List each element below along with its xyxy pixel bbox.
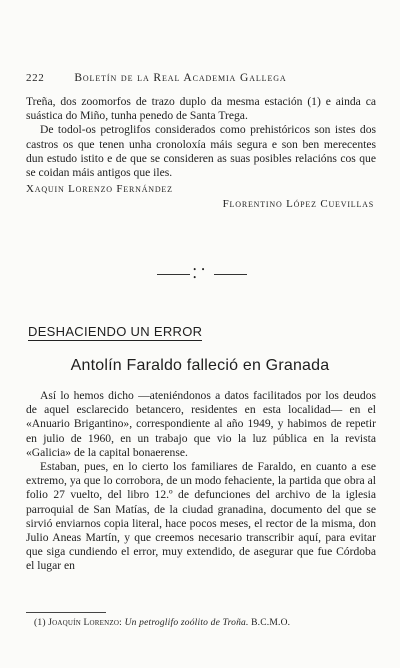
- article-paragraph-1: Así lo hemos dicho —ateniéndonos a datos facilitados por los deudos de aquel esclarecido betancero, residentes en esta localidad— en el «Anuario Brigantino», correspondiente al año 1949, y habimos de repetir en julio de 1960, en un trabajo que vio la luz pública en la revista «Galicia» de la capital bonaerense.: [26, 389, 376, 459]
- divider-line-left: [157, 274, 190, 275]
- divider-line-right: [214, 274, 247, 275]
- divider-dots: • • •: [192, 266, 207, 282]
- section-divider: [157, 266, 247, 282]
- footnote-author: Joaquín Lorenzo:: [48, 618, 122, 628]
- running-title: Boletín de la Real Academia Gallega: [74, 72, 287, 84]
- footnote-marker: (1): [34, 618, 46, 628]
- page-number: 222: [26, 72, 45, 84]
- article-body: [26, 389, 376, 574]
- signature-cuevillas: Florentino López Cuevillas: [222, 198, 374, 210]
- top-text-block: [26, 95, 376, 180]
- running-header: [26, 72, 376, 84]
- footnote-work: Un petroglifo zoólito de Troña.: [124, 618, 249, 628]
- article-paragraph-2: Estaban, pues, en lo cierto los familiares de Faraldo, en cuanto a ese extremo, ya que lo corrobora, de un modo fehaciente, la partida que obra al folio 27 vuelto, del libro 12.º de defunciones del archivo de la iglesia parroquial de San Matías, de la ciudad granadina, documento del que se sirvió enviarnos copia literal, hace pocos meses, el rector de la misma, don Julio Aneas Martín, y que creemos necesario transcribir aquí, para evitar que siga cundiendo el error, muy extendido, de asegurar que fue Córdoba el lugar en: [26, 460, 376, 573]
- signature-lorenzo: Xaquin Lorenzo Fernández: [26, 183, 173, 195]
- footnote-rule: [26, 612, 106, 613]
- section-label: DESHACIENDO UN ERROR: [28, 324, 203, 339]
- top-paragraph-2: De todol-os petroglifos considerados como prehistóricos son istes dos castros os que tenen unha cronoloxía máis segura e son ben merecentes dun estudo istito e de que se consideren as suas posibles relacións cos que se coidan máis antigos que iles.: [26, 123, 376, 180]
- top-paragraph-1: Treña, dos zoomorfos de trazo duplo da mesma estación (1) e ainda ca suástica do Miño, tunha penedo de Santa Trega.: [26, 95, 376, 123]
- footnote-source: B.C.M.O.: [251, 618, 291, 628]
- footnote: [34, 617, 384, 629]
- article-title: Antolín Faraldo falleció en Granada: [70, 357, 330, 374]
